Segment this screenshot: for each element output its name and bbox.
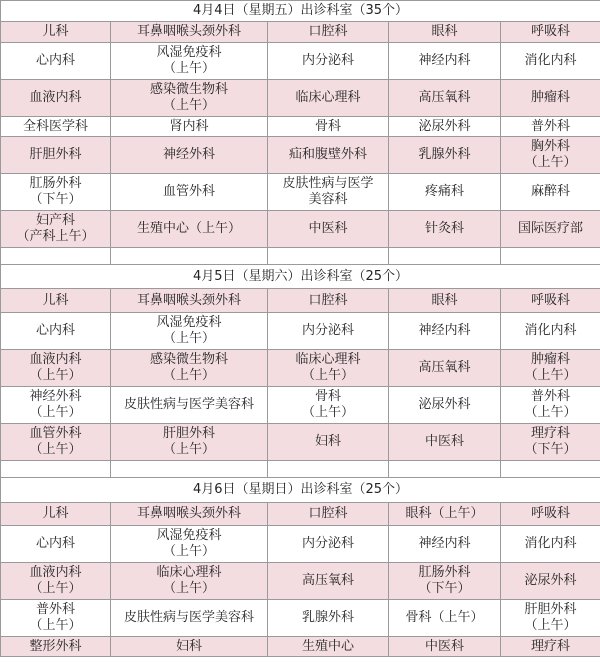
spacer-cell bbox=[268, 461, 389, 478]
department-name: 血液内科 bbox=[29, 90, 82, 105]
department-note: （上午） bbox=[524, 618, 577, 633]
spacer-cell bbox=[111, 248, 268, 265]
department-name: 血液内科 bbox=[29, 565, 82, 580]
department-name: 肝胆外科 bbox=[524, 602, 577, 617]
department-name: 口腔科 bbox=[308, 292, 348, 308]
spacer-cell bbox=[111, 461, 268, 478]
department-note: （上午） bbox=[524, 405, 577, 420]
department-name: 神经内科 bbox=[418, 536, 471, 551]
department-name: 生殖中心 bbox=[301, 638, 354, 654]
department-note: （上午） bbox=[162, 331, 215, 346]
department-cell bbox=[268, 526, 389, 563]
department-cell bbox=[1, 350, 111, 387]
department-row bbox=[1, 22, 600, 43]
department-name: 感染微生物科 bbox=[149, 352, 228, 367]
department-row bbox=[1, 503, 600, 526]
department-cell bbox=[389, 563, 501, 600]
department-name: 妇科 bbox=[314, 434, 341, 449]
department-row bbox=[1, 563, 600, 600]
department-cell bbox=[268, 43, 389, 80]
department-cell bbox=[111, 289, 268, 313]
department-cell bbox=[268, 211, 389, 248]
department-cell bbox=[268, 174, 389, 211]
department-cell bbox=[501, 424, 600, 461]
department-name: 骨科 bbox=[314, 389, 341, 404]
department-note: （上午） bbox=[162, 544, 215, 559]
department-note: （上午） bbox=[162, 368, 215, 383]
department-note: （下午） bbox=[29, 192, 82, 207]
department-row bbox=[1, 117, 600, 137]
department-name: 骨科（上午） bbox=[405, 610, 484, 625]
department-cell bbox=[501, 600, 600, 637]
department-cell bbox=[268, 503, 389, 526]
department-name: 乳腺外科 bbox=[418, 147, 471, 162]
department-name: 消化内科 bbox=[524, 53, 577, 68]
department-cell bbox=[501, 289, 600, 313]
department-cell bbox=[501, 313, 600, 350]
department-cell bbox=[501, 637, 600, 657]
department-cell bbox=[1, 526, 111, 563]
schedule-day-title-row bbox=[1, 478, 600, 503]
department-cell bbox=[1, 424, 111, 461]
department-cell bbox=[111, 43, 268, 80]
department-name: 呼吸科 bbox=[530, 506, 570, 521]
department-name: 神经外科 bbox=[162, 147, 215, 162]
department-note: （上午） bbox=[29, 618, 82, 633]
department-name: 肝胆外科 bbox=[29, 147, 82, 162]
department-note: （产科上午） bbox=[16, 229, 95, 244]
department-cell bbox=[1, 174, 111, 211]
department-name: 眼科（上午） bbox=[405, 506, 484, 521]
department-note: 美容科 bbox=[308, 192, 348, 207]
department-cell bbox=[501, 563, 600, 600]
department-row bbox=[1, 600, 600, 637]
department-name: 临床心理科 bbox=[295, 352, 361, 367]
department-cell bbox=[389, 526, 501, 563]
department-cell bbox=[268, 137, 389, 174]
department-cell bbox=[389, 211, 501, 248]
department-cell bbox=[111, 387, 268, 424]
department-note: （上午） bbox=[162, 442, 215, 457]
department-name: 普外科 bbox=[530, 118, 570, 134]
department-name: 风湿免疫科 bbox=[156, 315, 222, 330]
department-row bbox=[1, 424, 600, 461]
spacer-cell bbox=[268, 248, 389, 265]
department-name: 儿科 bbox=[42, 24, 69, 39]
department-cell bbox=[111, 313, 268, 350]
department-cell bbox=[111, 503, 268, 526]
department-name: 理疗科 bbox=[530, 638, 570, 654]
department-cell bbox=[389, 424, 501, 461]
department-note: （上午） bbox=[29, 405, 82, 420]
department-cell bbox=[1, 503, 111, 526]
department-name: 儿科 bbox=[42, 506, 69, 521]
department-name: 疼痛科 bbox=[424, 184, 464, 199]
department-name: 中医科 bbox=[424, 434, 464, 449]
department-row bbox=[1, 43, 600, 80]
department-cell bbox=[1, 211, 111, 248]
department-name: 生殖中心（上午） bbox=[136, 221, 241, 236]
department-name: 整形外科 bbox=[29, 638, 82, 654]
schedule-day-title-row bbox=[1, 265, 600, 289]
department-name: 高压氧科 bbox=[418, 90, 471, 105]
department-name: 全科医学科 bbox=[22, 118, 88, 134]
department-name: 临床心理科 bbox=[156, 565, 222, 580]
department-cell bbox=[501, 43, 600, 80]
department-name: 呼吸科 bbox=[530, 24, 570, 39]
department-name: 耳鼻咽喉头颈外科 bbox=[136, 24, 241, 39]
department-name: 神经内科 bbox=[418, 323, 471, 338]
schedule-day-title: 4月4日（星期五）出诊科室（35个） bbox=[1, 1, 600, 22]
department-name: 血液内科 bbox=[29, 352, 82, 367]
block-spacer-row bbox=[1, 461, 600, 478]
department-cell bbox=[268, 563, 389, 600]
department-cell bbox=[389, 600, 501, 637]
department-cell bbox=[1, 80, 111, 117]
department-name: 皮肤性病与医学 bbox=[282, 176, 374, 191]
department-name: 口腔科 bbox=[308, 24, 348, 39]
department-cell bbox=[111, 174, 268, 211]
schedule-day-title-row bbox=[1, 1, 600, 22]
department-cell bbox=[389, 174, 501, 211]
department-cell bbox=[268, 387, 389, 424]
department-row bbox=[1, 137, 600, 174]
department-name: 肿瘤科 bbox=[530, 90, 570, 105]
department-note: （上午） bbox=[29, 442, 82, 457]
department-cell bbox=[268, 80, 389, 117]
department-name: 血管外科 bbox=[29, 426, 82, 441]
department-cell bbox=[501, 503, 600, 526]
department-name: 普外科 bbox=[35, 602, 75, 617]
department-name: 内分泌科 bbox=[301, 536, 354, 551]
department-note: （上午） bbox=[162, 581, 215, 596]
department-cell bbox=[389, 637, 501, 657]
department-name: 呼吸科 bbox=[530, 292, 570, 308]
department-name: 肛肠外科 bbox=[418, 565, 471, 580]
department-row bbox=[1, 313, 600, 350]
department-name: 眼科 bbox=[431, 24, 458, 39]
department-note: （上午） bbox=[301, 368, 354, 383]
department-name: 内分泌科 bbox=[301, 53, 354, 68]
department-name: 中医科 bbox=[424, 638, 464, 654]
department-cell bbox=[268, 637, 389, 657]
department-cell bbox=[111, 80, 268, 117]
department-cell bbox=[389, 137, 501, 174]
department-cell bbox=[389, 117, 501, 137]
department-note: （上午） bbox=[162, 61, 215, 76]
department-cell bbox=[501, 80, 600, 117]
department-note: （下午） bbox=[524, 442, 577, 457]
department-cell bbox=[1, 387, 111, 424]
department-cell bbox=[268, 350, 389, 387]
department-name: 妇科 bbox=[175, 638, 202, 654]
department-note: （上午） bbox=[301, 405, 354, 420]
department-name: 心内科 bbox=[35, 323, 75, 338]
department-name: 神经外科 bbox=[29, 389, 82, 404]
department-name: 高压氧科 bbox=[418, 360, 471, 375]
department-name: 感染微生物科 bbox=[149, 82, 228, 97]
department-cell bbox=[268, 600, 389, 637]
department-name: 风湿免疫科 bbox=[156, 528, 222, 543]
department-cell bbox=[389, 387, 501, 424]
department-cell bbox=[268, 289, 389, 313]
department-cell bbox=[1, 22, 111, 43]
department-name: 口腔科 bbox=[308, 506, 348, 521]
department-name: 胸外科 bbox=[530, 139, 570, 154]
department-cell bbox=[1, 637, 111, 657]
department-cell bbox=[501, 350, 600, 387]
department-cell bbox=[111, 350, 268, 387]
department-cell bbox=[111, 526, 268, 563]
department-name: 中医科 bbox=[308, 221, 348, 236]
department-note: （上午） bbox=[29, 581, 82, 596]
department-name: 心内科 bbox=[35, 536, 75, 551]
department-name: 疝和腹壁外科 bbox=[288, 147, 367, 162]
department-name: 麻醉科 bbox=[530, 184, 570, 199]
department-cell bbox=[501, 117, 600, 137]
department-cell bbox=[501, 174, 600, 211]
department-cell bbox=[501, 387, 600, 424]
department-row bbox=[1, 526, 600, 563]
department-name: 眼科 bbox=[431, 292, 458, 308]
department-name: 儿科 bbox=[42, 292, 69, 308]
department-name: 消化内科 bbox=[524, 323, 577, 338]
department-cell bbox=[389, 350, 501, 387]
department-cell bbox=[1, 117, 111, 137]
department-name: 肿瘤科 bbox=[530, 352, 570, 367]
department-cell bbox=[389, 313, 501, 350]
department-row bbox=[1, 80, 600, 117]
department-name: 消化内科 bbox=[524, 536, 577, 551]
department-cell bbox=[111, 424, 268, 461]
department-cell bbox=[501, 137, 600, 174]
department-name: 泌尿外科 bbox=[418, 118, 471, 134]
department-name: 肝胆外科 bbox=[162, 426, 215, 441]
department-cell bbox=[389, 22, 501, 43]
department-row bbox=[1, 289, 600, 313]
department-cell bbox=[111, 211, 268, 248]
department-name: 骨科 bbox=[314, 118, 341, 134]
department-row bbox=[1, 350, 600, 387]
spacer-cell bbox=[501, 248, 600, 265]
department-note: （上午） bbox=[162, 98, 215, 113]
department-cell bbox=[1, 600, 111, 637]
schedule-day-title: 4月5日（星期六）出诊科室（25个） bbox=[1, 265, 600, 289]
department-name: 泌尿外科 bbox=[418, 397, 471, 412]
department-name: 高压氧科 bbox=[301, 573, 354, 588]
department-name: 针灸科 bbox=[424, 221, 464, 236]
department-name: 肛肠外科 bbox=[29, 176, 82, 191]
schedule-day-title: 4月6日（星期日）出诊科室（25个） bbox=[1, 478, 600, 503]
department-cell bbox=[111, 563, 268, 600]
department-cell bbox=[111, 637, 268, 657]
department-cell bbox=[1, 313, 111, 350]
department-name: 耳鼻咽喉头颈外科 bbox=[136, 506, 241, 521]
spacer-cell bbox=[389, 248, 501, 265]
department-name: 普外科 bbox=[530, 389, 570, 404]
department-cell bbox=[501, 211, 600, 248]
department-row bbox=[1, 211, 600, 248]
department-row bbox=[1, 174, 600, 211]
department-name: 国际医疗部 bbox=[517, 221, 583, 236]
department-cell bbox=[501, 22, 600, 43]
department-name: 理疗科 bbox=[530, 426, 570, 441]
department-cell bbox=[1, 563, 111, 600]
department-cell bbox=[389, 503, 501, 526]
department-cell bbox=[268, 117, 389, 137]
department-row bbox=[1, 637, 600, 657]
department-name: 临床心理科 bbox=[295, 90, 361, 105]
department-cell bbox=[1, 289, 111, 313]
spacer-cell bbox=[389, 461, 501, 478]
department-name: 皮肤性病与医学美容科 bbox=[123, 610, 254, 625]
department-row bbox=[1, 387, 600, 424]
department-name: 泌尿外科 bbox=[524, 573, 577, 588]
spacer-cell bbox=[1, 461, 111, 478]
department-cell bbox=[111, 22, 268, 43]
department-cell bbox=[501, 526, 600, 563]
block-spacer-row bbox=[1, 248, 600, 265]
department-name: 耳鼻咽喉头颈外科 bbox=[136, 292, 241, 308]
spacer-cell bbox=[1, 248, 111, 265]
department-cell bbox=[1, 43, 111, 80]
department-cell bbox=[389, 43, 501, 80]
department-note: （下午） bbox=[418, 581, 471, 596]
department-cell bbox=[268, 424, 389, 461]
department-cell bbox=[389, 80, 501, 117]
department-name: 皮肤性病与医学美容科 bbox=[123, 397, 254, 412]
department-cell bbox=[111, 600, 268, 637]
department-note: （上午） bbox=[524, 368, 577, 383]
department-cell bbox=[111, 117, 268, 137]
department-name: 妇产科 bbox=[35, 213, 75, 228]
department-note: （上午） bbox=[524, 155, 577, 170]
department-cell bbox=[389, 289, 501, 313]
department-cell bbox=[268, 22, 389, 43]
department-note: （上午） bbox=[29, 368, 82, 383]
department-name: 血管外科 bbox=[162, 184, 215, 199]
spacer-cell bbox=[501, 461, 600, 478]
department-name: 心内科 bbox=[35, 53, 75, 68]
department-name: 乳腺外科 bbox=[301, 610, 354, 625]
department-cell bbox=[1, 137, 111, 174]
department-cell bbox=[268, 313, 389, 350]
department-cell bbox=[111, 137, 268, 174]
department-name: 神经内科 bbox=[418, 53, 471, 68]
department-name: 肾内科 bbox=[169, 118, 209, 134]
department-name: 内分泌科 bbox=[301, 323, 354, 338]
department-name: 风湿免疫科 bbox=[156, 45, 222, 60]
